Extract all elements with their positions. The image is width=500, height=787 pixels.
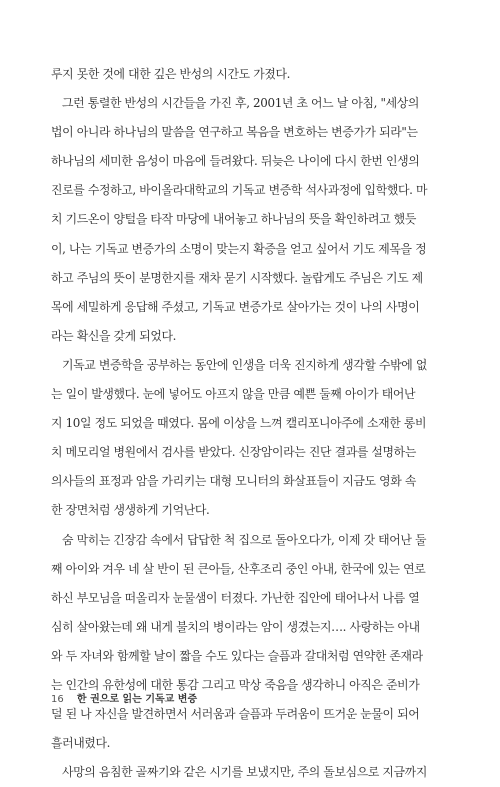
text-line: 의사들의 표정과 암을 가리키는 대형 모니터의 화살표들이 지금도 영화 속 — [51, 474, 416, 489]
text-line: 이, 나는 기독교 변증가의 소명이 맞는지 확증을 얻고 싶어서 기도 제목을 정 — [51, 241, 427, 256]
text-line: 와 두 자녀와 함께할 날이 짧을 수도 있다는 슬픔과 갈대처럼 연약한 존재라 — [51, 648, 423, 663]
text-line: 라는 확신을 갖게 되었다. — [51, 328, 177, 343]
text-line: 하나님의 세미한 음성이 마음에 들려왔다. 뒤늦은 나이에 다시 한번 인생의 — [51, 154, 420, 169]
text-line: 숨 막히는 긴장감 속에서 답답한 척 집으로 돌아오다가, 이제 갓 태어난 둘 — [62, 532, 427, 547]
page-footer — [51, 690, 197, 705]
text-line: 그런 통렬한 반성의 시간들을 가진 후, 2001년 초 어느 날 아침, "세상의 — [62, 96, 419, 111]
text-line: 지 10일 정도 되었을 때였다. 몸에 이상을 느껴 캘리포니아주에 소재한 롱비 — [51, 416, 427, 431]
text-line: 하신 부모님을 떠올리자 눈물샘이 터졌다. 가난한 집안에 태어나서 나름 열 — [51, 590, 420, 605]
text-line: 사망의 음침한 골짜기와 같은 시기를 보냈지만, 주의 돌보심으로 지금까지 — [62, 765, 427, 780]
text-line: 째 아이와 겨우 네 살 반이 된 큰아들, 산후조리 중인 아내, 한국에 있는 연로 — [51, 561, 426, 576]
text-line: 목에 세밀하게 응답해 주셨고, 기독교 변증가로 살아가는 것이 나의 사명이 — [51, 299, 420, 314]
text-line: 치 기드온이 양털을 타작 마당에 내어놓고 하나님의 뜻을 확인하려고 했듯 — [51, 212, 416, 227]
running-title: 한 권으로 읽는 기독교 변증 — [76, 694, 198, 705]
text-line: 하고 주님의 뜻이 분명한지를 재차 묻기 시작했다. 놀랍게도 주님은 기도 제 — [51, 270, 423, 285]
text-line: 심히 살아왔는데 왜 내게 불치의 병이라는 암이 생겼는지…. 사랑하는 아내 — [51, 619, 420, 634]
text-line: 법이 아니라 하나님의 말씀을 연구하고 복음을 변호하는 변증가가 되라"는 — [51, 125, 418, 140]
text-line: 는 일이 발생했다. 눈에 넣어도 아프지 않을 만큼 예쁜 둘째 아이가 태어난 — [51, 387, 416, 402]
text-line: 루지 못한 것에 대한 깊은 반성의 시간도 가졌다. — [51, 67, 291, 81]
text-line: 덜 된 나 자신을 발견하면서 서러움과 슬픔과 두려움이 뜨거운 눈물이 되어 — [51, 707, 420, 722]
text-line: 는 인간의 유한성에 대한 통감 그리고 막상 죽음을 생각하니 아직은 준비가 — [51, 677, 420, 692]
page-number: 16 — [51, 694, 64, 705]
text-line: 한 장면처럼 생생하게 기억난다. — [51, 503, 210, 518]
text-line: 기독교 변증학을 공부하는 동안에 인생을 더욱 진지하게 생각할 수밖에 없 — [62, 357, 427, 372]
body-text — [51, 60, 455, 787]
text-line: 치 메모리얼 병원에서 검사를 받았다. 신장암이라는 진단 결과를 설명하는 — [51, 445, 416, 460]
text-line: 진로를 수정하고, 바이올라대학교의 기독교 변증학 석사과정에 입학했다. 마 — [51, 183, 428, 198]
text-line: 흘러내렸다. — [51, 736, 111, 751]
